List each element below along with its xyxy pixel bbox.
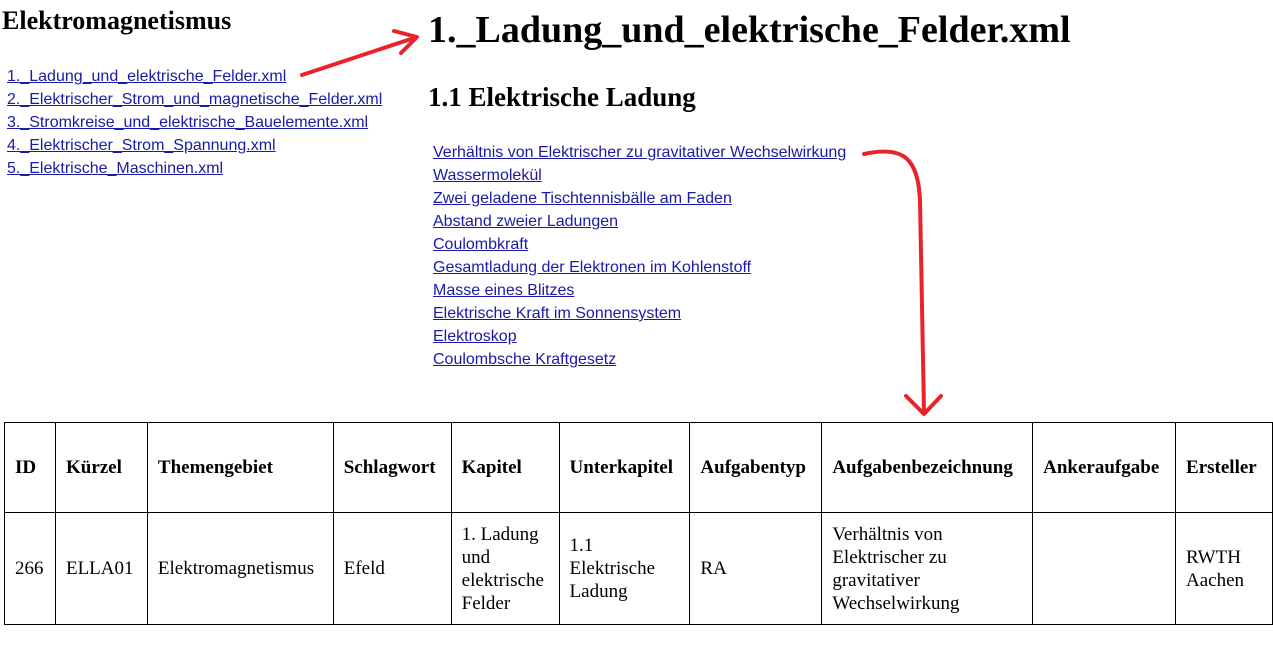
header-themengebiet: Themengebiet: [147, 423, 333, 513]
task-list: [433, 141, 846, 371]
file-link-4[interactable]: 4._Elektrischer_Strom_Spannung.xml: [7, 137, 276, 154]
header-kapitel: Kapitel: [451, 423, 559, 513]
list-item: [433, 348, 846, 371]
list-item: [7, 111, 382, 134]
table-row: [5, 513, 1273, 625]
task-link-4[interactable]: Abstand zweier Ladungen: [433, 213, 619, 230]
file-link-5[interactable]: 5._Elektrische_Maschinen.xml: [7, 160, 224, 177]
file-link-1[interactable]: 1._Ladung_und_elektrische_Felder.xml: [7, 68, 287, 85]
list-item: [7, 65, 382, 88]
header-unterkapitel: Unterkapitel: [559, 423, 690, 513]
header-aufgabenbezeichnung: Aufgabenbezeichnung: [822, 423, 1033, 513]
task-link-9[interactable]: Elektroskop: [433, 328, 517, 345]
header-id: ID: [5, 423, 56, 513]
task-link-10[interactable]: Coulombsche Kraftgesetz: [433, 351, 617, 368]
cell-aufgabentyp: RA: [690, 513, 822, 625]
list-item: [433, 325, 846, 348]
list-item: [433, 279, 846, 302]
task-link-3[interactable]: Zwei geladene Tischtennisbälle am Faden: [433, 190, 732, 207]
section-title: 1.1 Elektrische Ladung: [428, 82, 696, 112]
task-link-8[interactable]: Elektrische Kraft im Sonnensystem: [433, 305, 682, 322]
list-item: [433, 233, 846, 256]
header-aufgabentyp: Aufgabentyp: [690, 423, 822, 513]
task-link-1[interactable]: Verhältnis von Elektrischer zu gravitativer Wechselwirkung: [433, 144, 847, 161]
file-link-2[interactable]: 2._Elektrischer_Strom_und_magnetische_Felder.xml: [7, 91, 383, 108]
list-item: [7, 134, 382, 157]
list-item: [433, 164, 846, 187]
cell-schlagwort: Efeld: [333, 513, 451, 625]
list-item: [7, 157, 382, 180]
header-schlagwort: Schlagwort: [333, 423, 451, 513]
site-title: Elektromagnetismus: [2, 6, 232, 35]
table-header-row: [5, 423, 1273, 513]
task-link-7[interactable]: Masse eines Blitzes: [433, 282, 575, 299]
task-metadata-table: [4, 422, 1273, 625]
task-link-2[interactable]: Wassermolekül: [433, 167, 542, 184]
list-item: [433, 187, 846, 210]
list-item: [433, 256, 846, 279]
list-item: [433, 302, 846, 325]
document-title: 1._Ladung_und_elektrische_Felder.xml: [428, 9, 1071, 51]
file-link-3[interactable]: 3._Stromkreise_und_elektrische_Bauelemente.xml: [7, 114, 369, 131]
cell-themengebiet: Elektromagnetismus: [147, 513, 333, 625]
task-link-6[interactable]: Gesamtladung der Elektronen im Kohlenstoff: [433, 259, 752, 276]
header-ankeraufgabe: Ankeraufgabe: [1033, 423, 1176, 513]
header-ersteller: Ersteller: [1176, 423, 1273, 513]
cell-ankeraufgabe: [1033, 513, 1176, 625]
list-item: [7, 88, 382, 111]
list-item: [433, 210, 846, 233]
file-list: [7, 65, 382, 180]
cell-unterkapitel: 1.1 Elektrische Ladung: [559, 513, 690, 625]
header-kuerzel: Kürzel: [55, 423, 147, 513]
cell-ersteller: RWTH Aachen: [1176, 513, 1273, 625]
task-link-5[interactable]: Coulombkraft: [433, 236, 529, 253]
cell-kapitel: 1. Ladung und elektrische Felder: [451, 513, 559, 625]
list-item: [433, 141, 846, 164]
arrow-task-to-table-icon: [864, 151, 941, 414]
cell-kuerzel: ELLA01: [55, 513, 147, 625]
cell-aufgabenbezeichnung: Verhältnis von Elektrischer zu gravitativer Wechselwirkung: [822, 513, 1033, 625]
cell-id: 266: [5, 513, 56, 625]
